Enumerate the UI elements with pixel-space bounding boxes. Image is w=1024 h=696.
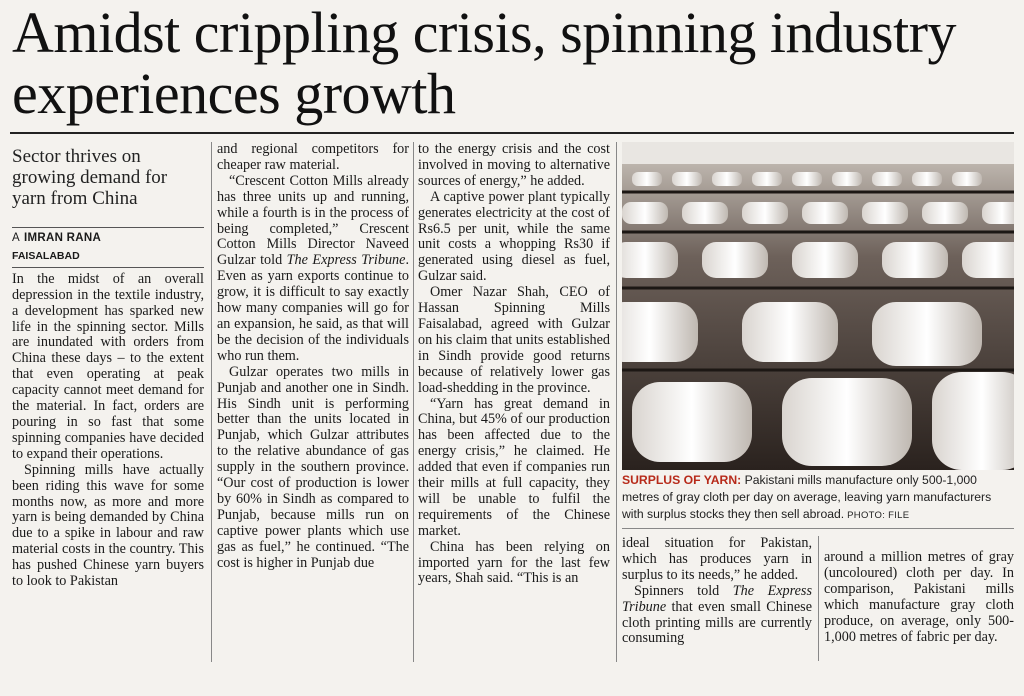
article-column-4 — [622, 536, 812, 647]
column-divider — [211, 142, 212, 662]
subhead: Sector thrives on growing demand for yarn from China — [12, 146, 168, 209]
paragraph: to the energy crisis and the cost involved in moving to alternative sources of energy,” he added. — [418, 141, 610, 189]
article-column-2 — [217, 142, 409, 571]
paragraph: In the midst of an overall depression in the textile industry, a development has sparked new life in the spinning sector. Mills are inundated with orders from China these days – to the extent that even operating at peak capacity cannot meet demand for the material. In fact, orders are pouring in so fast that some spinning companies have decided to expand their operations. — [12, 270, 204, 462]
caption-lead: SURPLUS OF YARN: — [622, 473, 742, 487]
paragraph: “Yarn has great demand in China, but 45% of our production has been affected due to the energy crisis,” he claimed. He added that even if companies run their mills at full capacity, they will be unable to fulfil the requirements of the Chinese market. — [418, 395, 610, 539]
caption-rule — [622, 528, 1014, 529]
dateline: FAISALABAD — [12, 249, 204, 268]
article-column-3 — [418, 142, 610, 587]
paragraph: A captive power plant typically generates electricity at the cost of Rs6.5 per unit, while the same unit costs a whopping Rs30 if generated using diesel as fuel, Gulzar said. — [418, 188, 610, 285]
headline-rule — [10, 132, 1014, 134]
quote-text: . Even as yarn exports continue to grow, it is difficult to say exactly how many companies will go for an expansion, he said, as that will be the decision of the individuals who run them. — [217, 252, 410, 364]
paragraph: China has been relying on imported yarn for the last few years, Shah said. “This is an — [418, 538, 610, 587]
publication-name: The Express Tribune — [286, 252, 406, 269]
quote-text: Spinners told — [634, 582, 733, 599]
photo-credit: PHOTO: FILE — [844, 510, 910, 521]
photo-caption — [622, 472, 1014, 524]
paragraph — [217, 174, 409, 365]
headline: Amidst crippling crisis, spinning industry experiences growth — [12, 0, 957, 126]
paragraph: ideal situation for Pakistan, which has produces yarn in surplus to its needs,” he added. — [622, 535, 812, 583]
paragraph: around a million metres of gray (uncoloured) cloth per day. In comparison, Pakistani mills which manufacture gray cloth produce, on average, only 500-1,000 metres of fabric per day. — [824, 549, 1014, 645]
paragraph: Gulzar operates two mills in Punjab and another one in Sindh. His Sindh unit is performing better than the units located in Punjab, which Gulzar attributes to the relative abundance of gas supply in the southern province. “Our cost of production is lower by 60% in Sindh as compared to Punjab, because mills run on captive power plants which use gas as fuel,” he continued. “The cost is higher in Punjab due — [217, 363, 409, 571]
caption-text: Pakistani mills manufacture only 500-1,000 metres of gray cloth per day on average, leaving yarn manufacturers with surplus stocks they then sell abroad. — [622, 473, 992, 521]
column-divider — [413, 142, 414, 662]
column-divider — [818, 536, 819, 661]
paragraph: Spinning mills have actually been riding this wave for some months now, as more and more yarn is being demanded by China due to a spike in labour and raw material costs in the country. This has pushed Chinese yarn buyers to look to Pakistan — [12, 461, 204, 590]
publication-name: The Express Tribune — [622, 582, 812, 615]
quote-text: that even small Chinese cloth printing mills are currently consuming — [622, 598, 812, 647]
byline-name: IMRAN RANA — [23, 232, 102, 244]
byline — [12, 227, 204, 247]
paragraph: and regional competitors for cheaper raw material. — [217, 141, 409, 173]
quote-text: “Crescent Cotton Mills already has three units up and running, while a fourth is in the process of being completed,” Crescent Cotton Mills Director Naveed Gulzar told — [217, 172, 409, 269]
article-column-5 — [824, 536, 1014, 660]
yarn-spools-photo — [622, 142, 1014, 470]
byline-prefix: A — [12, 232, 20, 244]
paragraph — [622, 584, 812, 648]
column-divider — [616, 142, 617, 662]
article-column-1 — [12, 142, 204, 590]
paragraph: Omer Nazar Shah, CEO of Hassan Spinning Mills Faisalabad, agreed with Gulzar on his claim that units established in Sindh provide good returns because of relatively lower gas load-shedding in the province. — [418, 284, 610, 396]
